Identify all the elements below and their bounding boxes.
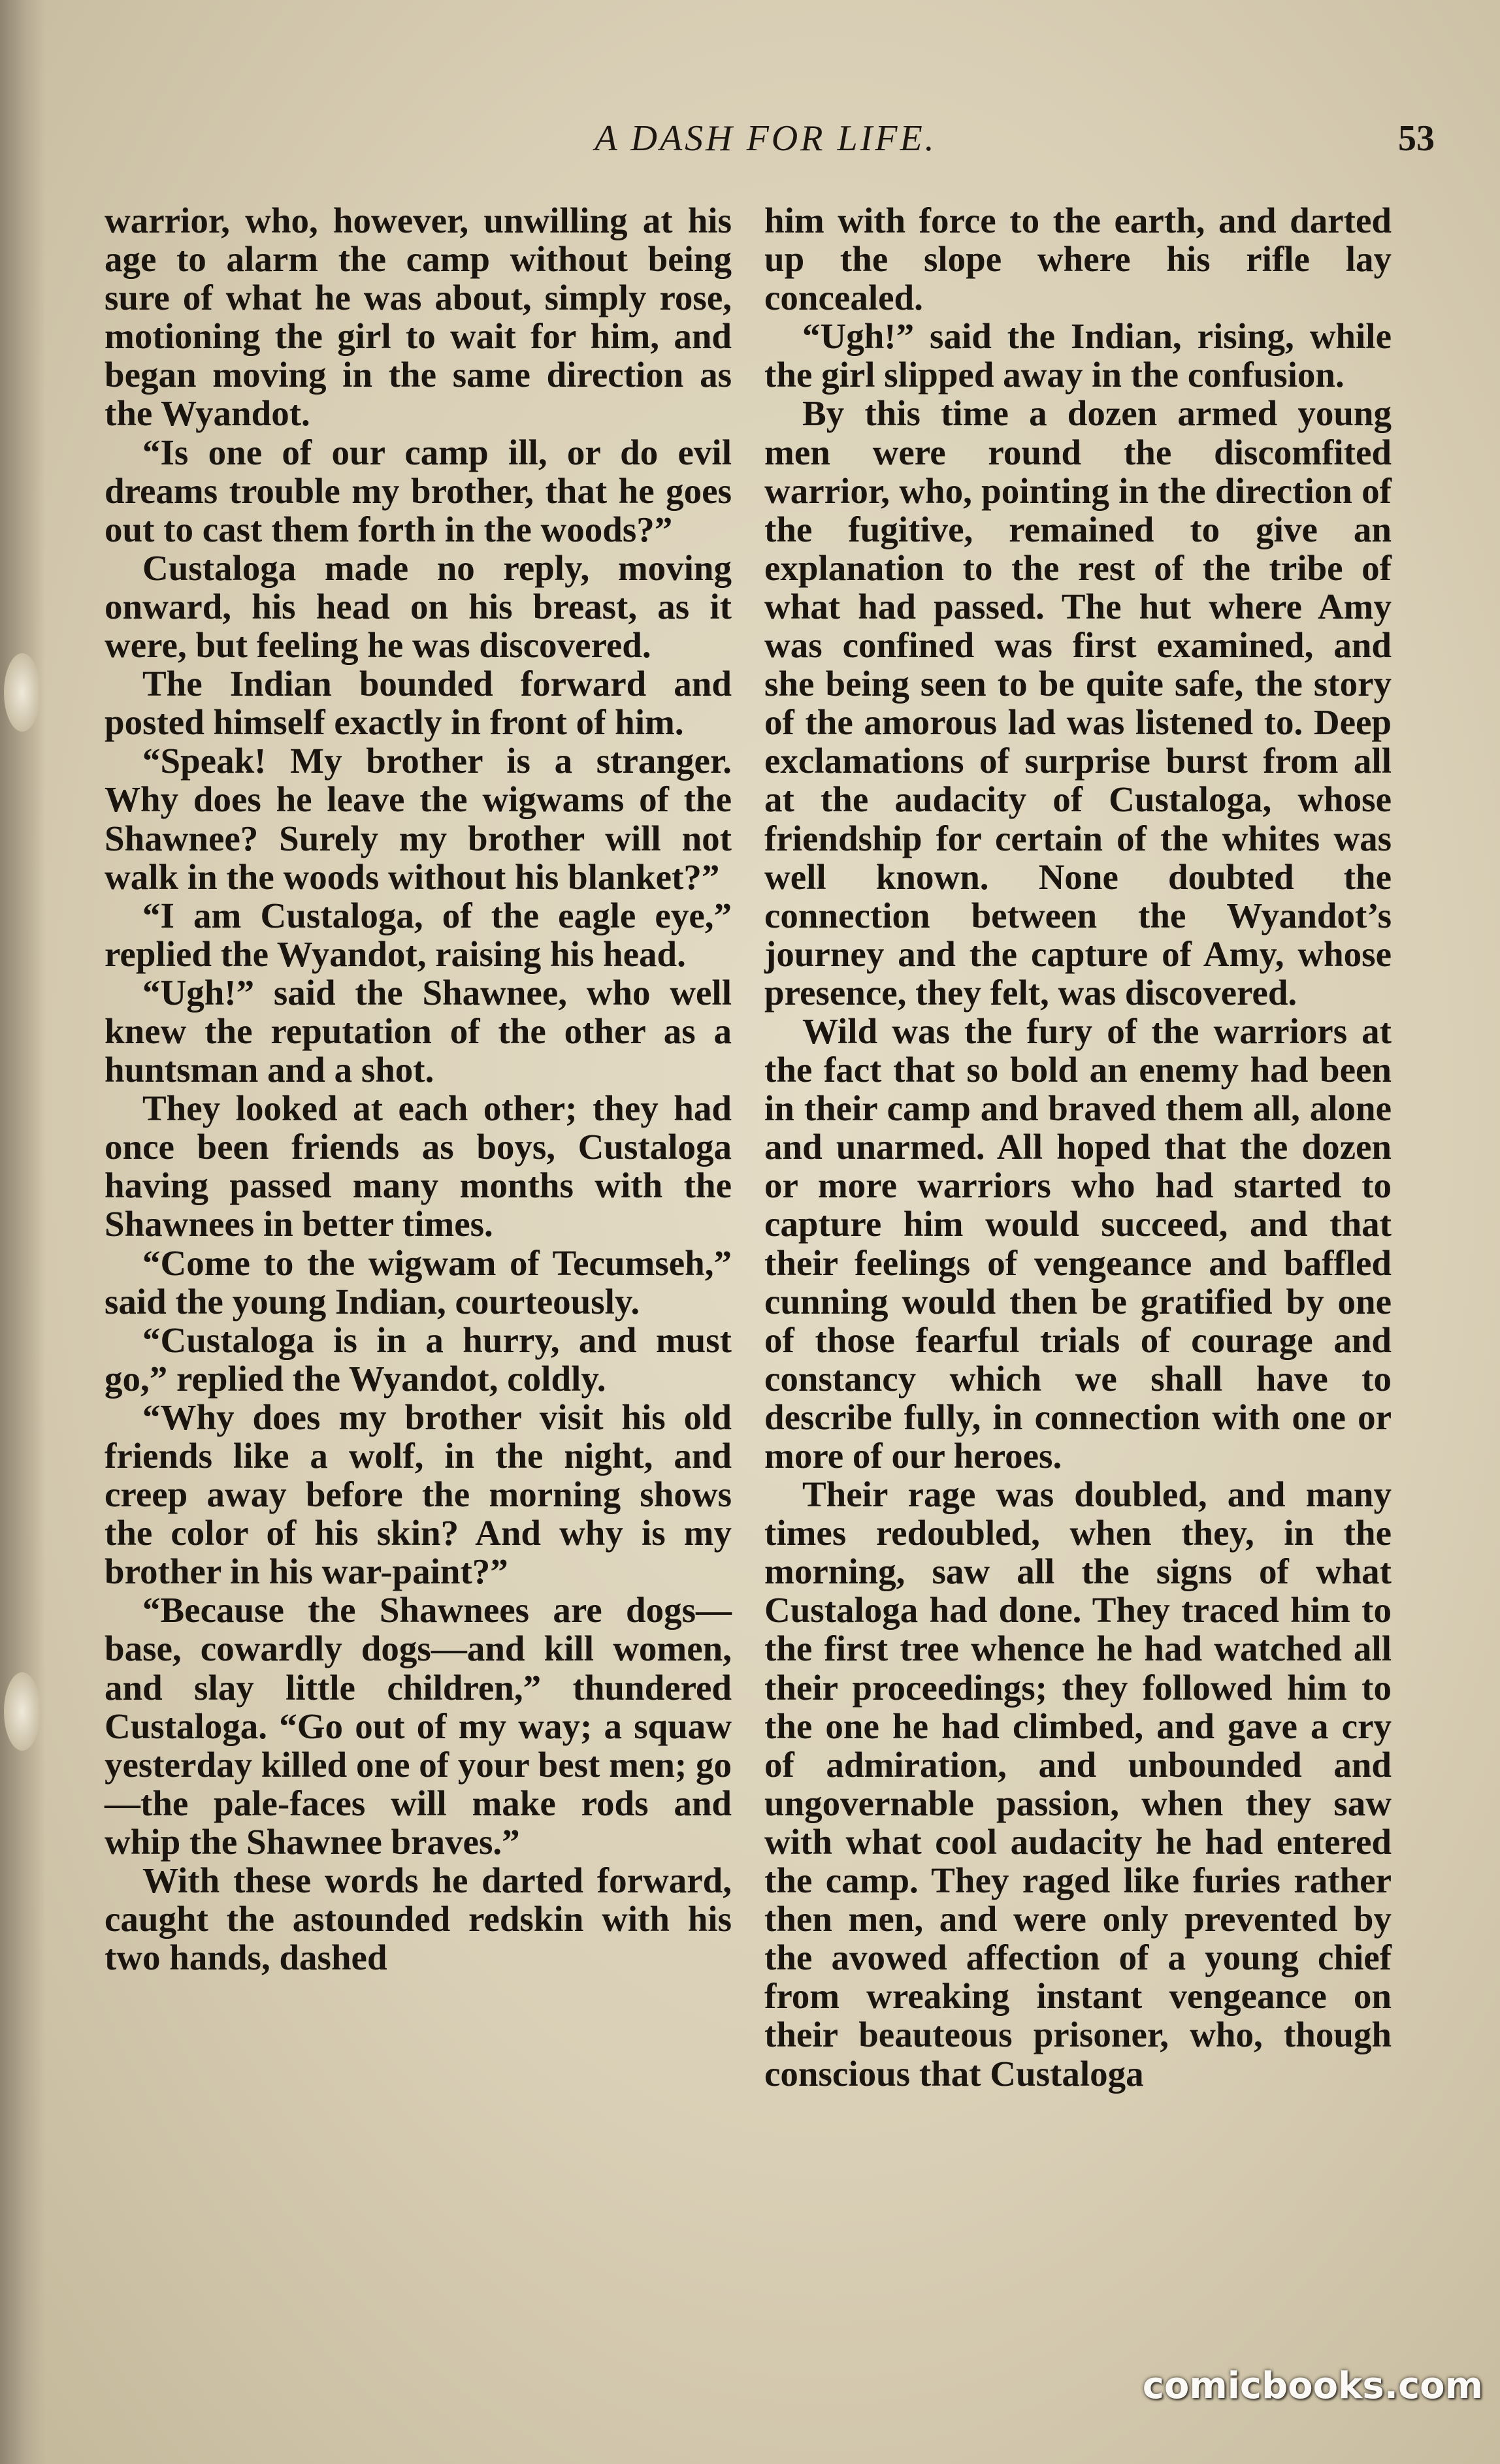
page-binding-edge bbox=[0, 0, 46, 2464]
page-number: 53 bbox=[1398, 118, 1435, 159]
paragraph: “Speak! My brother is a stranger. Why does he leave the wigwams of the Shawnee? Surely my brother will not walk in the woods without his blanket?” bbox=[105, 741, 732, 897]
paragraph: By this time a dozen armed young men were round the discomfited warrior, who, pointing in the direction of the fugitive, remained to give an explanation to the rest of the tribe of what had passed. The hut where Amy was confined was first examined, and she being seen to be quite safe, the story of the amorous lad was listened to. Deep exclamations of surprise burst from all at the audacity of Custaloga, whose friendship for certain of the whites was well known. None doubted the connection between the Wyandot’s journey and the capture of Amy, whose presence, they felt, was discovered. bbox=[764, 393, 1392, 1013]
paragraph: “Is one of our camp ill, or do evil dreams trouble my brother, that he goes out to cast them forth in the woods?” bbox=[105, 432, 732, 549]
paragraph: Custaloga made no reply, moving onward, his head on his breast, as it were, but feeling he was discovered. bbox=[105, 547, 732, 666]
paragraph: “Custaloga is in a hurry, and must go,” replied the Wyandot, coldly. bbox=[105, 1320, 732, 1399]
paragraph: “Ugh!” said the Shawnee, who well knew the reputation of the other as a huntsman and a shot. bbox=[105, 972, 732, 1090]
paragraph: The Indian bounded forward and posted himself exactly in front of him. bbox=[105, 664, 732, 743]
text-column-right bbox=[764, 201, 1392, 2093]
watermark: comicbooks.com bbox=[1142, 2365, 1483, 2407]
paragraph: “I am Custaloga, of the eagle eye,” replied the Wyandot, raising his head. bbox=[105, 895, 732, 974]
binding-hole bbox=[4, 1672, 41, 1751]
paragraph: Wild was the fury of the warriors at the fact that so bold an enemy had been in their camp and braved them all, alone and unarmed. All hoped that the dozen or more warriors who had started to capture him would succeed, and that their feelings of vengeance and baffled cunning would then be gratified by one of those fearful trials of courage and constancy which we shall have to describe fully, in connection with one or more of our heroes. bbox=[764, 1011, 1392, 1476]
paragraph: “Ugh!” said the Indian, rising, while the girl slipped away in the confusion. bbox=[764, 316, 1392, 395]
paragraph: They looked at each other; they had once been friends as boys, Custaloga having passed many months with the Shawnees in better times. bbox=[105, 1088, 732, 1244]
paragraph: “Why does my brother visit his old friends like a wolf, in the night, and creep away before the morning shows the color of his skin? And why is my brother in his war-paint?” bbox=[105, 1397, 732, 1592]
paragraph: “Because the Shawnees are dogs—base, cowardly dogs—and kill women, and slay little children,” thundered Custaloga. “Go out of my way; a squaw yesterday killed one of your best men; go—the pale-faces will make rods and whip the Shawnee braves.” bbox=[105, 1590, 732, 1862]
paragraph: him with force to the earth, and darted up the slope where his rifle lay concealed. bbox=[764, 201, 1392, 318]
paragraph: “Come to the wigwam of Tecumseh,” said the young Indian, courteously. bbox=[105, 1242, 732, 1321]
paragraph: warrior, who, however, unwilling at his age to alarm the camp without being sure of what he was about, simply rose, motioning the girl to wait for him, and began moving in the same direction as the Wyandot. bbox=[105, 201, 732, 434]
running-title: A DASH FOR LIFE. bbox=[595, 118, 937, 159]
paragraph: With these words he darted forward, caught the astounded redskin with his two hands, dashed bbox=[105, 1860, 732, 1978]
text-column-left bbox=[105, 201, 732, 1977]
paragraph: Their rage was doubled, and many times redoubled, when they, in the morning, saw all the signs of what Custaloga had done. They traced him to the first tree whence he had watched all their proceedings; they followed him to the one he had climbed, and gave a cry of admiration, and unbounded and ungovernable passion, when they saw with what cool audacity he had entered the camp. They raged like furies rather then men, and were only prevented by the avowed affection of a young chief from wreaking instant vengeance on their beauteous prisoner, who, though conscious that Custaloga bbox=[764, 1474, 1392, 2094]
binding-hole bbox=[4, 653, 41, 732]
